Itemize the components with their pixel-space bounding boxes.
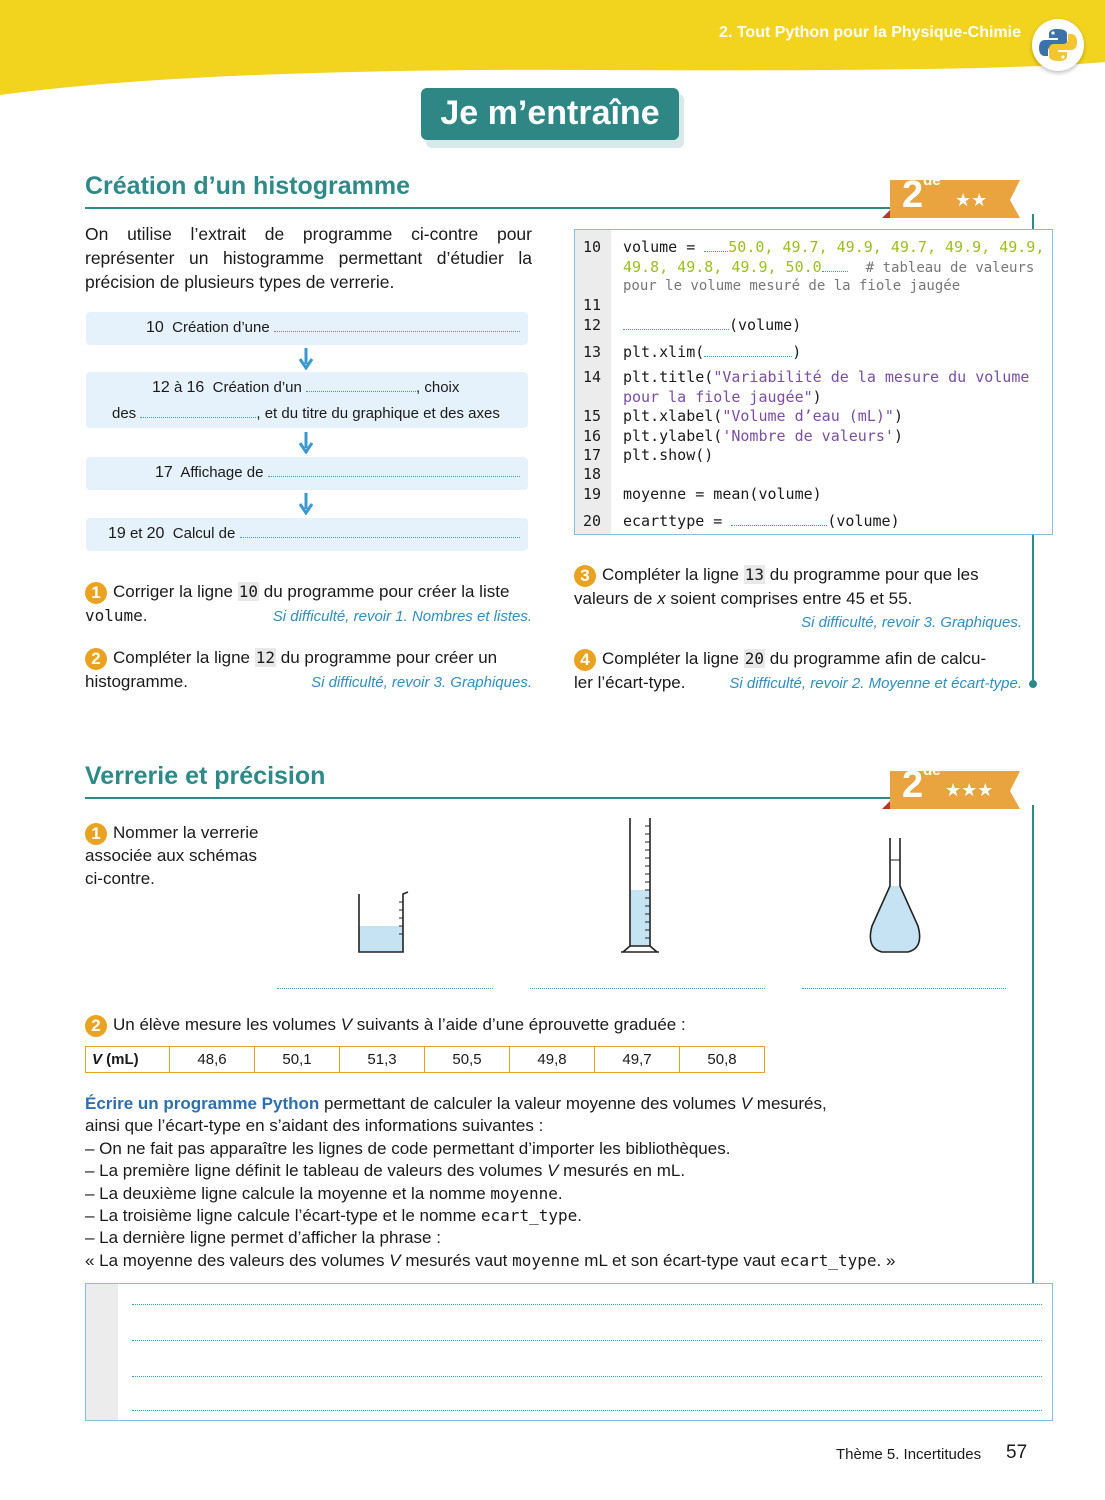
volume-table bbox=[85, 1046, 765, 1073]
section1-intro: On utilise l’extrait de programme ci-contre pour représenter un histogramme permettant d’étudier la précision de plusieurs types de verrerie. bbox=[85, 224, 532, 292]
difficulty-stars: ★★★ bbox=[945, 780, 994, 800]
question-1: 1 Corriger la ligne 10 du programme pour créer la liste volume. Si difficulté, revoir 1. Nombres et listes. bbox=[85, 582, 532, 625]
fill-blank[interactable] bbox=[268, 476, 520, 477]
table-cell: 48,6 bbox=[170, 1047, 255, 1073]
section1-rule bbox=[85, 207, 900, 209]
answer-line[interactable] bbox=[132, 1304, 1042, 1305]
arrow-down-icon bbox=[298, 348, 314, 370]
header-band bbox=[0, 0, 1105, 100]
table-cell: 50,5 bbox=[425, 1047, 510, 1073]
table-cell: 49,7 bbox=[595, 1047, 680, 1073]
flow-box-1 bbox=[86, 312, 528, 345]
volumetric-flask-icon bbox=[864, 836, 926, 956]
flow-box-3: 17 Affichage de bbox=[86, 457, 528, 490]
section2-rule bbox=[85, 797, 900, 799]
section1-title: Création d’un histogramme bbox=[85, 172, 411, 200]
level-badge-text: 2de bbox=[902, 172, 941, 216]
fill-blank[interactable] bbox=[140, 417, 256, 418]
flow-text: Création d’une bbox=[172, 319, 270, 336]
answer-line-cylinder[interactable] bbox=[530, 988, 765, 989]
s2-question-1: 1 Nommer la verrerie associée aux schémas ci-contre. bbox=[85, 823, 259, 888]
section1-side-dot bbox=[1029, 680, 1037, 688]
answer-box[interactable] bbox=[85, 1283, 1053, 1421]
flow-box-2: 12 à 16 Création d’un , choix des , et du titre du graphique et des axes bbox=[86, 372, 528, 428]
code-panel: 10 volume = 50.0, 49.7, 49.9, 49.7, 49.9, 49.9, 49.8, 49.8, 49.9, 50.0 # tableau de valeurs pour le volume mesuré de la fiole jaugée 11 12 (volume) 13 plt.xlim( ) 14 plt.title("Variabilité de la mesure du volume pour la fiole jaugée") 15 plt.xlabel("Volume d’eau (mL)") 16 plt.ylabel('Nombre de valeurs') 17 plt.show() 18 19 moyenne = mean(volume) 20 ecarttype = (volume) bbox=[574, 229, 1053, 535]
table-cell: 50,1 bbox=[255, 1047, 340, 1073]
question-3: 3 Compléter la ligne 13 du programme pour que les valeurs de x soient comprises entre 45 et 55. Si difficulté, revoir 3. Graphiques. bbox=[574, 565, 1022, 631]
table-row bbox=[86, 1047, 765, 1073]
arrow-down-icon bbox=[298, 493, 314, 515]
table-cell: 50,8 bbox=[680, 1047, 765, 1073]
fill-blank[interactable] bbox=[240, 537, 520, 538]
question-4: 4 Compléter la ligne 20 du programme afin de calcu- ler l’écart-type. Si difficulté, revoir 2. Moyenne et écart-type. bbox=[574, 649, 1022, 692]
python-logo-icon bbox=[1032, 19, 1084, 71]
fill-blank[interactable] bbox=[274, 331, 520, 332]
answer-line-beaker[interactable] bbox=[277, 988, 493, 989]
table-header-cell: V (mL) bbox=[86, 1047, 170, 1073]
table-cell: 51,3 bbox=[340, 1047, 425, 1073]
answer-line-flask[interactable] bbox=[802, 988, 1006, 989]
banner bbox=[421, 88, 679, 140]
fill-blank[interactable] bbox=[704, 356, 792, 357]
answer-gutter bbox=[86, 1284, 118, 1420]
banner-title: Je m’entraîne bbox=[440, 94, 660, 132]
flow-line-num: 10 bbox=[146, 319, 164, 336]
difficulty-stars: ★★ bbox=[955, 190, 988, 210]
level-badge-text: 2de bbox=[902, 762, 941, 806]
footer-theme: Thème 5. Incertitudes bbox=[836, 1446, 982, 1463]
answer-line[interactable] bbox=[132, 1340, 1042, 1341]
flow-box-4: 19 et 20 Calcul de bbox=[86, 518, 528, 551]
page-number: 57 bbox=[1006, 1442, 1028, 1463]
answer-line[interactable] bbox=[132, 1410, 1042, 1411]
graduated-cylinder-icon bbox=[618, 816, 664, 956]
fill-blank[interactable] bbox=[623, 329, 729, 330]
answer-line[interactable] bbox=[132, 1376, 1042, 1377]
question-2: 2 Compléter la ligne 12 du programme pour créer un histogramme. Si difficulté, revoir 3. Graphiques. bbox=[85, 648, 532, 691]
python-instructions: Écrire un programme Python permettant de calculer la valeur moyenne des volumes V mesurés, ainsi que l’écart-type en s’aidant des informations suivantes : – On ne fait pas apparaître les lignes de code permettant d’importer les bibliothèques. – La première ligne définit le tableau de valeurs des volumes V mesurés en mL. – La deuxième ligne calcule la moyenne et la nomme moyenne. – La troisième ligne calcule l’écart-type et le nomme ecart_type. – La dernière ligne permet d’afficher la phrase : « La moyenne des valeurs des volumes V mesurés vaut moyenne mL et son écart-type vaut ecart_type. » bbox=[85, 1094, 896, 1270]
chapter-title: 2. Tout Python pour la Physique-Chimie bbox=[719, 24, 1021, 41]
arrow-down-icon bbox=[298, 432, 314, 454]
beaker-icon bbox=[352, 888, 412, 956]
table-cell: 49,8 bbox=[510, 1047, 595, 1073]
fill-blank[interactable] bbox=[306, 391, 416, 392]
section2-title: Verrerie et précision bbox=[85, 762, 326, 790]
section2-side-line bbox=[1032, 805, 1034, 1283]
s2-question-2: 2 Un élève mesure les volumes V suivants à l’aide d’une éprouvette graduée : bbox=[85, 1013, 686, 1037]
fill-blank[interactable] bbox=[731, 525, 827, 526]
